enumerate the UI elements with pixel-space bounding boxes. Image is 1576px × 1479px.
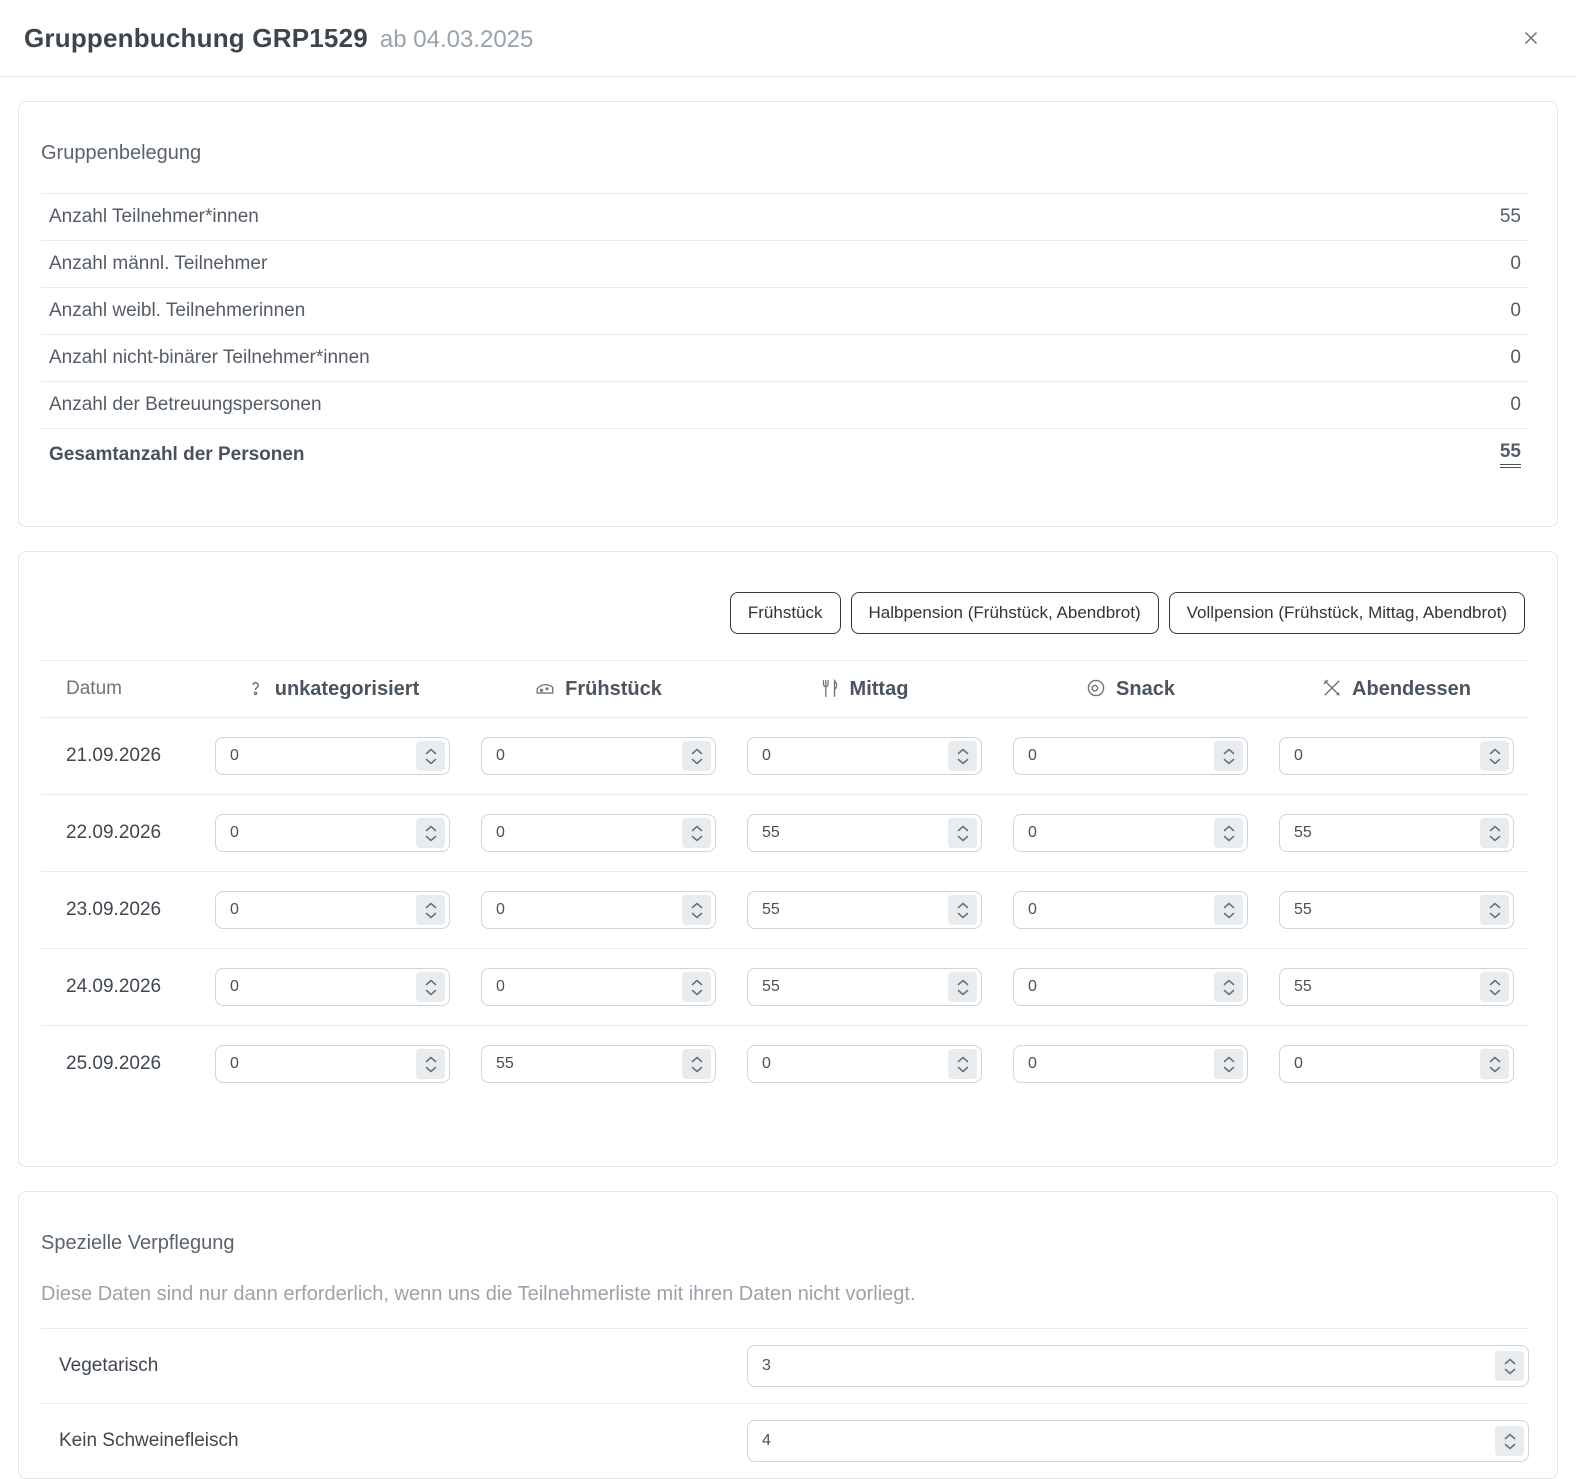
number-input-value[interactable]: 0 (496, 747, 505, 764)
meal-count-input[interactable] (1013, 968, 1248, 1006)
close-button[interactable] (1514, 21, 1548, 55)
cheese-icon (534, 677, 556, 699)
number-input-value[interactable]: 4 (762, 1432, 771, 1449)
stepper-control[interactable] (948, 741, 977, 771)
number-input-value[interactable]: 3 (762, 1357, 771, 1374)
meal-count-cell (731, 1026, 997, 1103)
meal-count-cell (731, 795, 997, 872)
stepper-control[interactable] (1480, 741, 1509, 771)
chevron-up-icon[interactable] (957, 902, 969, 909)
occupancy-row-value: 0 (1510, 253, 1521, 274)
occupancy-row-label: Anzahl nicht-binärer Teilnehmer*innen (49, 347, 370, 368)
stepper-control[interactable] (682, 741, 711, 771)
meal-count-input[interactable] (215, 1045, 450, 1083)
chevron-up-icon[interactable] (1489, 748, 1501, 755)
meal-count-cell (731, 949, 997, 1026)
special-catering-label: Kein Schweinefleisch (59, 1430, 239, 1451)
special-count-input[interactable] (747, 1345, 1529, 1387)
meal-table-row (41, 872, 1529, 949)
column-header (1263, 661, 1529, 718)
occupancy-row (41, 240, 1529, 287)
chevron-down-icon[interactable] (1504, 1443, 1516, 1450)
meal-count-cell (199, 872, 465, 949)
occupancy-row (41, 287, 1529, 334)
meal-count-input[interactable] (481, 891, 716, 929)
number-input-value[interactable]: 55 (496, 1055, 514, 1072)
chevron-up-icon[interactable] (1223, 748, 1235, 755)
number-input-value[interactable]: 55 (762, 978, 780, 995)
special-catering-note: Diese Daten sind nur dann erforderlich, wenn uns die Teilnehmerliste mit ihren Daten nicht vorliegt. (41, 1283, 916, 1305)
meal-count-cell (1263, 1026, 1529, 1103)
meal-count-input[interactable] (215, 737, 450, 775)
meal-count-input[interactable] (1279, 968, 1514, 1006)
date-label: 24.09.2026 (41, 949, 199, 1026)
stepper-control[interactable] (1480, 1049, 1509, 1079)
stepper-control[interactable] (682, 895, 711, 925)
number-input-value[interactable]: 55 (1294, 901, 1312, 918)
stepper-control[interactable] (416, 741, 445, 771)
meal-preset-button-vollpension[interactable]: Vollpension (Frühstück, Mittag, Abendbrot) (1169, 592, 1525, 634)
occupancy-row-label: Anzahl der Betreuungspersonen (49, 394, 322, 415)
occupancy-row (41, 381, 1529, 428)
number-input-value[interactable]: 0 (230, 824, 239, 841)
meal-count-cell (997, 872, 1263, 949)
meal-table (41, 660, 1529, 1102)
meal-count-input[interactable] (481, 1045, 716, 1083)
meal-table-row (41, 949, 1529, 1026)
number-input-value[interactable]: 0 (762, 1055, 771, 1072)
meal-count-cell (465, 795, 731, 872)
meal-count-input[interactable] (1279, 737, 1514, 775)
meal-count-input[interactable] (1013, 814, 1248, 852)
chevron-down-icon[interactable] (425, 1066, 437, 1073)
chevron-down-icon[interactable] (691, 912, 703, 919)
column-header (199, 661, 465, 718)
meal-count-cell (997, 718, 1263, 795)
meal-table-row (41, 795, 1529, 872)
meal-preset-button-halbpension[interactable]: Halbpension (Frühstück, Abendbrot) (851, 592, 1159, 634)
stepper-control[interactable] (948, 895, 977, 925)
chevron-down-icon[interactable] (425, 835, 437, 842)
chevron-down-icon[interactable] (691, 1066, 703, 1073)
meal-count-cell (731, 872, 997, 949)
occupancy-row-value: 0 (1510, 300, 1521, 321)
chevron-up-icon[interactable] (691, 825, 703, 832)
meal-count-input[interactable] (1013, 737, 1248, 775)
meal-count-input[interactable] (1279, 891, 1514, 929)
meal-count-cell (465, 872, 731, 949)
occupancy-total-label: Gesamtanzahl der Personen (49, 443, 305, 465)
chevron-down-icon[interactable] (1223, 912, 1235, 919)
page-title: Gruppenbuchung GRP1529 (24, 22, 368, 53)
chevron-down-icon[interactable] (1489, 989, 1501, 996)
meal-count-input[interactable] (1013, 891, 1248, 929)
chevron-down-icon[interactable] (1489, 758, 1501, 765)
stepper-control[interactable] (682, 1049, 711, 1079)
chevron-down-icon[interactable] (1223, 835, 1235, 842)
chevron-down-icon[interactable] (425, 912, 437, 919)
column-header (731, 661, 997, 718)
column-header-datum (41, 661, 199, 718)
occupancy-title: Gruppenbelegung (41, 142, 202, 164)
chevron-up-icon[interactable] (691, 979, 703, 986)
chevron-down-icon[interactable] (1504, 1368, 1516, 1375)
occupancy-row-value: 0 (1510, 347, 1521, 368)
meal-preset-buttons (41, 592, 1529, 634)
number-input-value[interactable]: 0 (762, 747, 771, 764)
number-input-value[interactable]: 0 (1028, 747, 1037, 764)
number-input-value[interactable]: 0 (1028, 824, 1037, 841)
meal-count-input[interactable] (481, 968, 716, 1006)
stepper-control[interactable] (416, 972, 445, 1002)
modal-header (0, 0, 1576, 77)
number-input-value[interactable]: 0 (496, 901, 505, 918)
meal-count-cell (199, 1026, 465, 1103)
meal-count-cell (199, 718, 465, 795)
chevron-up-icon[interactable] (1223, 902, 1235, 909)
chevron-down-icon[interactable] (1489, 1066, 1501, 1073)
special-count-input[interactable] (747, 1420, 1529, 1462)
number-input-value[interactable]: 0 (1028, 978, 1037, 995)
chevron-down-icon[interactable] (957, 1066, 969, 1073)
chevron-up-icon[interactable] (691, 748, 703, 755)
meal-count-input[interactable] (747, 1045, 982, 1083)
column-header (997, 661, 1263, 718)
meal-count-cell (731, 718, 997, 795)
occupancy-row (41, 193, 1529, 240)
meal-count-cell (199, 795, 465, 872)
meal-count-input[interactable] (215, 891, 450, 929)
meal-count-input[interactable] (481, 814, 716, 852)
crossed-cutlery-icon (1321, 677, 1343, 699)
date-label: 23.09.2026 (41, 872, 199, 949)
occupancy-total-value: 55 (1500, 441, 1521, 468)
stepper-control[interactable] (1480, 818, 1509, 848)
stepper-control[interactable] (416, 895, 445, 925)
occupancy-card (18, 101, 1558, 527)
meal-count-input[interactable] (1013, 1045, 1248, 1083)
meal-count-cell (1263, 795, 1529, 872)
meal-count-input[interactable] (747, 737, 982, 775)
occupancy-row-value: 0 (1510, 394, 1521, 415)
meal-count-input[interactable] (747, 891, 982, 929)
occupancy-row (41, 334, 1529, 381)
number-input-value[interactable]: 0 (496, 978, 505, 995)
chevron-up-icon[interactable] (1223, 1056, 1235, 1063)
chevron-up-icon[interactable] (957, 979, 969, 986)
chevron-up-icon[interactable] (691, 902, 703, 909)
special-catering-label: Vegetarisch (59, 1355, 159, 1376)
special-catering-row (41, 1328, 1529, 1403)
chevron-up-icon[interactable] (1489, 979, 1501, 986)
special-catering-rows (41, 1328, 1529, 1478)
chevron-down-icon[interactable] (1223, 989, 1235, 996)
chevron-up-icon[interactable] (425, 748, 437, 755)
column-header-label: unkategorisiert (274, 677, 420, 700)
stepper-control[interactable] (1214, 972, 1243, 1002)
chevron-up-icon[interactable] (425, 979, 437, 986)
chevron-down-icon[interactable] (957, 758, 969, 765)
meal-count-input[interactable] (215, 814, 450, 852)
meal-count-cell (997, 949, 1263, 1026)
column-header-label: Snack (1116, 678, 1175, 700)
chevron-down-icon[interactable] (957, 989, 969, 996)
occupancy-row-label: Anzahl weibl. Teilnehmerinnen (49, 300, 306, 321)
chevron-up-icon[interactable] (957, 1056, 969, 1063)
stepper-control[interactable] (1214, 741, 1243, 771)
modal-title-wrap (24, 23, 1514, 54)
meal-count-cell (199, 949, 465, 1026)
chevron-up-icon[interactable] (1489, 1056, 1501, 1063)
stepper-control[interactable] (948, 818, 977, 848)
column-header-label: Mittag (849, 677, 909, 700)
chevron-down-icon[interactable] (1489, 835, 1501, 842)
date-label: 25.09.2026 (41, 1026, 199, 1103)
stepper-control[interactable] (948, 1049, 977, 1079)
meal-count-cell (1263, 872, 1529, 949)
meal-count-cell (465, 949, 731, 1026)
number-input-value[interactable]: 55 (1294, 824, 1312, 841)
stepper-control[interactable] (416, 818, 445, 848)
chevron-down-icon[interactable] (957, 912, 969, 919)
chevron-up-icon[interactable] (957, 748, 969, 755)
meal-table-row (41, 1026, 1529, 1103)
number-input-value[interactable]: 0 (1294, 747, 1303, 764)
number-input-value[interactable]: 0 (230, 901, 239, 918)
number-input-value[interactable]: 55 (1294, 978, 1312, 995)
number-input-value[interactable]: 0 (230, 1055, 239, 1072)
chevron-down-icon[interactable] (1489, 912, 1501, 919)
meal-count-cell (997, 1026, 1263, 1103)
chevron-down-icon[interactable] (691, 989, 703, 996)
meal-count-cell (465, 1026, 731, 1103)
chevron-up-icon[interactable] (425, 902, 437, 909)
stepper-control[interactable] (416, 1049, 445, 1079)
stepper-control[interactable] (948, 972, 977, 1002)
occupancy-rows (41, 193, 1529, 428)
chevron-down-icon[interactable] (1223, 1066, 1235, 1073)
date-label: 21.09.2026 (66, 745, 162, 766)
chevron-down-icon[interactable] (691, 758, 703, 765)
chevron-up-icon[interactable] (425, 825, 437, 832)
date-label: 22.09.2026 (41, 795, 199, 872)
stepper-control[interactable] (1214, 895, 1243, 925)
chevron-down-icon[interactable] (957, 835, 969, 842)
chevron-up-icon[interactable] (691, 1056, 703, 1063)
occupancy-row-label: Anzahl Teilnehmer*innen (49, 206, 259, 227)
chevron-up-icon[interactable] (1489, 825, 1501, 832)
column-header-label: Abendessen (1352, 678, 1471, 700)
stepper-control[interactable] (1480, 972, 1509, 1002)
meal-count-cell (1263, 718, 1529, 795)
stepper-control[interactable] (682, 818, 711, 848)
number-input-value[interactable]: 0 (1028, 1055, 1037, 1072)
meals-card (18, 551, 1558, 1167)
stepper-control[interactable] (1495, 1351, 1524, 1381)
chevron-up-icon[interactable] (1504, 1433, 1516, 1440)
column-header-label: Frühstück (565, 678, 662, 700)
stepper-control[interactable] (1214, 1049, 1243, 1079)
special-catering-title: Spezielle Verpflegung (41, 1232, 235, 1254)
chevron-down-icon[interactable] (691, 835, 703, 842)
special-catering-row (41, 1403, 1529, 1478)
meal-table-row (41, 718, 1529, 795)
column-header (465, 661, 731, 718)
chevron-up-icon[interactable] (1223, 825, 1235, 832)
number-input-value[interactable]: 0 (230, 747, 239, 764)
meal-count-input[interactable] (747, 968, 982, 1006)
meal-count-cell (465, 718, 731, 795)
question-icon (245, 678, 266, 699)
chevron-up-icon[interactable] (1504, 1358, 1516, 1365)
meal-count-input[interactable] (747, 814, 982, 852)
number-input-value[interactable]: 55 (762, 901, 780, 918)
number-input-value[interactable]: 0 (1028, 901, 1037, 918)
number-input-value[interactable]: 0 (230, 978, 239, 995)
cutlery-icon (820, 678, 841, 699)
meal-count-cell (997, 795, 1263, 872)
close-icon (1520, 37, 1542, 52)
chevron-up-icon[interactable] (1489, 902, 1501, 909)
special-catering-card (18, 1191, 1558, 1479)
fried-egg-icon (1085, 677, 1107, 699)
chevron-up-icon[interactable] (957, 825, 969, 832)
meal-count-input[interactable] (215, 968, 450, 1006)
occupancy-row-label: Anzahl männl. Teilnehmer (49, 253, 268, 274)
number-input-value[interactable]: 0 (1294, 1055, 1303, 1072)
chevron-down-icon[interactable] (425, 989, 437, 996)
chevron-down-icon[interactable] (1223, 758, 1235, 765)
stepper-control[interactable] (1480, 895, 1509, 925)
meal-count-input[interactable] (1279, 814, 1514, 852)
chevron-up-icon[interactable] (1223, 979, 1235, 986)
page-subtitle: ab 04.03.2025 (379, 25, 534, 53)
number-input-value[interactable]: 0 (496, 824, 505, 841)
column-header-label: Datum (66, 678, 122, 699)
occupancy-total-row (41, 428, 1529, 480)
meal-count-cell (1263, 949, 1529, 1026)
chevron-down-icon[interactable] (425, 758, 437, 765)
meal-count-input[interactable] (1279, 1045, 1514, 1083)
stepper-control[interactable] (1214, 818, 1243, 848)
stepper-control[interactable] (682, 972, 711, 1002)
occupancy-row-value: 55 (1499, 206, 1521, 227)
meal-count-input[interactable] (481, 737, 716, 775)
meal-preset-button-fruehstueck[interactable]: Frühstück (730, 592, 841, 634)
stepper-control[interactable] (1495, 1426, 1524, 1456)
number-input-value[interactable]: 55 (762, 824, 780, 841)
chevron-up-icon[interactable] (425, 1056, 437, 1063)
